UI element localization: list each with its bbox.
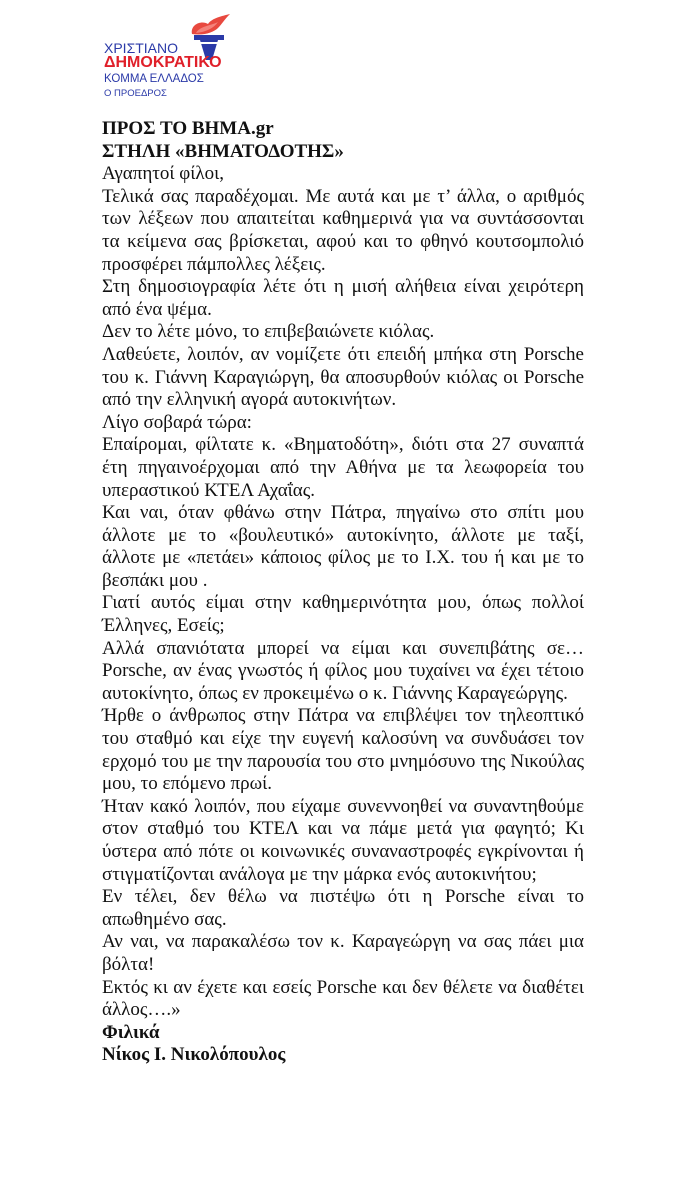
paragraph: Εκτός κι αν έχετε και εσείς Porsche και δεν θέλετε να διαθέτει άλλος….»	[102, 976, 584, 1021]
letter-body	[102, 118, 584, 1067]
paragraph: Λίγο σοβαρά τώρα:	[102, 411, 252, 433]
heading-column: ΣΤΗΛΗ «ΒΗΜΑΤΟΔΟΤΗΣ»	[102, 140, 344, 162]
paragraph: Δεν το λέτε μόνο, το επιβεβαιώνετε κιόλας.	[102, 321, 435, 343]
paragraph: Επαίρομαι, φίλτατε κ. «Βηματοδότη», διότι στα 27 συναπτά έτη πηγαινοέρχομαι από την Αθήνα με τα λεωφορεία του υπεραστικού ΚΤΕΛ Αχαΐας.	[102, 434, 584, 501]
logo-line-o-proedros: Ο ΠΡΟΕΔΡΟΣ	[104, 88, 167, 99]
logo-line-christiano: ΧΡΙΣΤΙΑΝΟ	[104, 40, 178, 56]
greeting: Αγαπητοί φίλοι,	[102, 163, 224, 185]
party-logo	[104, 14, 244, 99]
paragraph: Ήρθε ο άνθρωπος στην Πάτρα να επιβλέψει τον τηλεοπτικό του σταθμό και είχε την ευγενή καλοσύνη να συνδυάσει τον ερχομό του με την παρουσία του στο μνημόσυνο της Νικούλας μου, το επόμενο πρωί.	[102, 705, 584, 795]
logo-line-dimokratiko: ΔΗΜΟΚΡΑΤΙΚΟ	[104, 54, 222, 71]
paragraph: Και ναι, όταν φθάνω στην Πάτρα, πηγαίνω στο σπίτι μου άλλοτε με το «βουλευτικό» αυτοκίνητο, άλλοτε με ταξί, άλλοτε με «πετάει» κάποιος φίλος με το Ι.Χ. του ή και με το βεσπάκι μου .	[102, 502, 584, 591]
paragraph: Λαθεύετε, λοιπόν, αν νομίζετε ότι επειδή μπήκα στη Porsche του κ. Γιάννη Καραγιώργη, θα αποσυρθούν κιόλας οι Porsche από την ελληνική αγορά αυτοκινήτων.	[102, 343, 584, 411]
paragraph: Αν ναι, να παρακαλέσω τον κ. Καραγεώργη να σας πάει μια βόλτα!	[102, 931, 584, 975]
logo-line-komma-ellados: ΚΟΜΜΑ ΕΛΛΑΔΟΣ	[104, 73, 204, 85]
heading-recipient: ΠΡΟΣ ΤΟ ΒΗΜΑ.gr	[102, 118, 274, 139]
paragraph: Τελικά σας παραδέχομαι. Με αυτά και με τ’ άλλα, ο αριθμός των λέξεων που απαιτείται καθημερινά για να συντάσσονται τα κείμενα σας βρίσκεται, αφού και το φθηνό κουτσομπολιό προσφέρει πάμπολλες λέξεις.	[102, 185, 584, 275]
paragraph: Στη δημοσιογραφία λέτε ότι η μισή αλήθεια είναι χειρότερη από ένα ψέμα.	[102, 276, 584, 320]
paragraph: Γιατί αυτός είμαι στην καθημερινότητα μου, όπως πολλοί Έλληνες, Εσείς;	[102, 592, 584, 637]
closing: Φιλικά	[102, 1021, 160, 1043]
paragraph: Εν τέλει, δεν θέλω να πιστέψω ότι η Porsche είναι το απωθημένο σας.	[102, 886, 584, 930]
paragraph: Αλλά σπανιότατα μπορεί να είμαι και συνεπιβάτης σε… Porsche, αν ένας γνωστός ή φίλος μου τυχαίνει να έχει τέτοιο αυτοκίνητο, όπως εν προκειμένω ο κ. Γιάννης Καραγεώργης.	[102, 637, 584, 704]
signature: Νίκος Ι. Νικολόπουλος	[102, 1044, 286, 1066]
paragraph: Ήταν κακό λοιπόν, που είχαμε συνεννοηθεί να συναντηθούμε στον σταθμό του ΚΤΕΛ και να πάμε μετά για φαγητό; Κι ύστερα από πότε οι κοινωνικές συναναστροφές εγκρίνονται ή στιγματίζονται ανάλογα με την μάρκα ενός αυτοκινήτου;	[102, 795, 584, 885]
